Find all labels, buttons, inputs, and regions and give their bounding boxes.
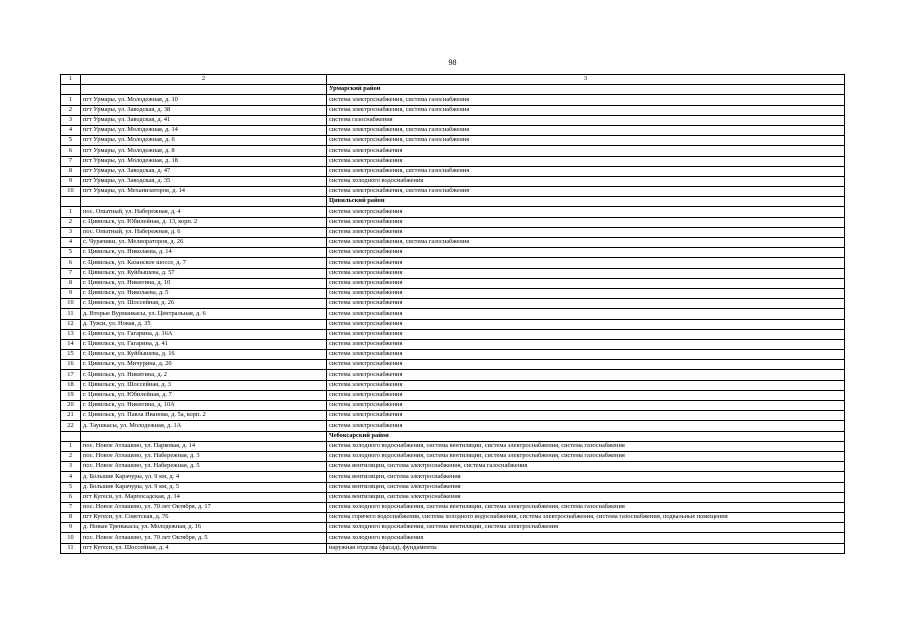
- row-number: 21: [61, 411, 81, 421]
- object-address: г. Цивильск, ул. Юбилейная, д. 13, корп. 2: [81, 217, 327, 227]
- engineering-systems: система электроснабжения: [327, 411, 845, 421]
- table-row: [61, 299, 845, 309]
- row-number: 12: [61, 319, 81, 329]
- object-address: пгт Кугеси, ул. Шоссейная, д. 4: [81, 543, 327, 553]
- row-number: 6: [61, 492, 81, 502]
- engineering-systems: система электроснабжения: [327, 207, 845, 217]
- engineering-systems: система холодного водоснабжения, система вентиляции, система электроснабжения, система газоснабжения: [327, 441, 845, 451]
- district-header-row: [61, 431, 845, 441]
- row-number: 5: [61, 136, 81, 146]
- row-number: 19: [61, 390, 81, 400]
- engineering-systems: система газоснабжения: [327, 115, 845, 125]
- table-row: [61, 125, 845, 135]
- row-number: 9: [61, 523, 81, 533]
- district-empty-cell: [61, 197, 81, 207]
- object-address: г. Цивильск, ул. Николаева, д. 5: [81, 288, 327, 298]
- object-address: пгт Урмары, ул. Молодежная, д. 10: [81, 95, 327, 105]
- table-row: [61, 533, 845, 543]
- engineering-systems: система электроснабжения, система газоснабжения: [327, 187, 845, 197]
- column-number-2: 2: [81, 75, 327, 85]
- table-row: [61, 543, 845, 553]
- table-row: [61, 309, 845, 319]
- engineering-systems: наружная отделка (фасад), фундаменты: [327, 543, 845, 553]
- engineering-systems: система горячего водоснабжения, система холодного водоснабжения, система электроснабжения, система газоснабжения, подвальные помещения: [327, 513, 845, 523]
- row-number: 8: [61, 513, 81, 523]
- object-address: пос. Новое Атлашево, ул. Парковая, д. 14: [81, 441, 327, 451]
- row-number: 9: [61, 176, 81, 186]
- row-number: 4: [61, 125, 81, 135]
- table-row: [61, 462, 845, 472]
- table-row: [61, 380, 845, 390]
- engineering-systems: система вентиляции, система электроснабжения: [327, 482, 845, 492]
- district-empty-cell: [61, 85, 81, 95]
- row-number: 4: [61, 472, 81, 482]
- table-row: [61, 258, 845, 268]
- row-number: 11: [61, 543, 81, 553]
- row-number: 18: [61, 380, 81, 390]
- district-empty-cell: [81, 197, 327, 207]
- object-address: пгт Урмары, ул. Механизаторов, д. 14: [81, 187, 327, 197]
- row-number: 3: [61, 462, 81, 472]
- table-row: [61, 187, 845, 197]
- object-address: г. Цивильск, ул. Никитина, д. 2: [81, 370, 327, 380]
- row-number: 7: [61, 268, 81, 278]
- engineering-systems: система холодного водоснабжения, система вентиляции, система электроснабжения: [327, 523, 845, 533]
- engineering-systems: система электроснабжения: [327, 421, 845, 431]
- row-number: 5: [61, 482, 81, 492]
- object-address: пос. Новое Атлашево, ул. 70 лет Октября, д. 5: [81, 533, 327, 543]
- table-row: [61, 451, 845, 461]
- row-number: 3: [61, 115, 81, 125]
- table-row: [61, 217, 845, 227]
- object-address: г. Цивильск, ул. Мичурина, д. 20: [81, 360, 327, 370]
- object-address: пгт Урмары, ул. Молодежная, д. 18: [81, 156, 327, 166]
- table-row: [61, 482, 845, 492]
- district-header-row: [61, 85, 845, 95]
- engineering-systems: система электроснабжения: [327, 309, 845, 319]
- table-row: [61, 390, 845, 400]
- row-number: 10: [61, 299, 81, 309]
- table-row: [61, 421, 845, 431]
- row-number: 11: [61, 309, 81, 319]
- table-row: [61, 401, 845, 411]
- page-number: 98: [448, 58, 457, 67]
- row-number: 1: [61, 207, 81, 217]
- engineering-systems: система электроснабжения, система газоснабжения: [327, 136, 845, 146]
- district-header-row: [61, 197, 845, 207]
- engineering-systems: система электроснабжения, система газоснабжения: [327, 125, 845, 135]
- object-address: пгт Урмары, ул. Заводская, д. 47: [81, 166, 327, 176]
- table-row: [61, 136, 845, 146]
- district-name: Урмарский район: [327, 85, 845, 95]
- district-name: Цивильский район: [327, 197, 845, 207]
- table-row: [61, 268, 845, 278]
- table-row: [61, 472, 845, 482]
- row-number: 15: [61, 350, 81, 360]
- object-address: д. Новые Тренькасы, ул. Молодежная, д. 16: [81, 523, 327, 533]
- row-number: 6: [61, 146, 81, 156]
- object-address: г. Цивильск, ул. Куйбышева, д. 16: [81, 350, 327, 360]
- engineering-systems: система вентиляции, система электроснабжения, система газоснабжения: [327, 462, 845, 472]
- object-address: пгт Урмары, ул. Молодежная, д. 6: [81, 136, 327, 146]
- row-number: 2: [61, 217, 81, 227]
- object-address: пос. Опытный, ул. Набережная, д. 4: [81, 207, 327, 217]
- object-address: д. Большие Карачуры, ул. 9 км, д. 5: [81, 482, 327, 492]
- row-number: 1: [61, 441, 81, 451]
- row-number: 14: [61, 339, 81, 349]
- object-address: г. Цивильск, ул. Николаева, д. 14: [81, 248, 327, 258]
- row-number: 8: [61, 278, 81, 288]
- engineering-systems: система электроснабжения: [327, 390, 845, 400]
- table-row: [61, 411, 845, 421]
- row-number: 17: [61, 370, 81, 380]
- object-address: г. Цивильск, ул. Шоссейная, д. 26: [81, 299, 327, 309]
- engineering-systems: система вентиляции, система электроснабжения: [327, 472, 845, 482]
- object-address: пос. Опытный, ул. Набережная, д. 6: [81, 227, 327, 237]
- object-address: пос. Новое Атлашево, ул. Набережная, д. 5: [81, 462, 327, 472]
- row-number: 22: [61, 421, 81, 431]
- object-address: д. Тувси, ул. Новая, д. 35: [81, 319, 327, 329]
- row-number: 7: [61, 502, 81, 512]
- district-name: Чебоксарский район: [327, 431, 845, 441]
- table-row: [61, 288, 845, 298]
- table-row: [61, 95, 845, 105]
- engineering-systems: система электроснабжения: [327, 360, 845, 370]
- row-number: 9: [61, 288, 81, 298]
- engineering-systems: система электроснабжения: [327, 380, 845, 390]
- row-number: 2: [61, 451, 81, 461]
- column-number-3: 3: [327, 75, 845, 85]
- engineering-systems: система холодного водоснабжения, система вентиляции, система электроснабжения, система газоснабжения: [327, 451, 845, 461]
- object-address: г. Цивильск, ул. Павла Иванова, д. 5а, корп. 2: [81, 411, 327, 421]
- object-address: пгт Урмары, ул. Молодежная, д. 14: [81, 125, 327, 135]
- column-number-1: 1: [61, 75, 81, 85]
- engineering-systems: система электроснабжения: [327, 288, 845, 298]
- table-row: [61, 238, 845, 248]
- engineering-systems: система электроснабжения: [327, 156, 845, 166]
- row-number: 3: [61, 227, 81, 237]
- district-empty-cell: [81, 431, 327, 441]
- table-row: [61, 156, 845, 166]
- column-number-row: [61, 75, 845, 85]
- row-number: 6: [61, 258, 81, 268]
- object-address: д. Большие Карачуры, ул. 9 км, д. 4: [81, 472, 327, 482]
- engineering-systems: система электроснабжения: [327, 350, 845, 360]
- object-address: с. Чурачики, ул. Мелиораторов, д. 26: [81, 238, 327, 248]
- object-address: г. Цивильск, ул. Никитина, д. 10: [81, 278, 327, 288]
- engineering-systems: система электроснабжения: [327, 339, 845, 349]
- engineering-systems: система электроснабжения: [327, 299, 845, 309]
- object-address: пгт Урмары, ул. Заводская, д. 38: [81, 105, 327, 115]
- registry-table-body: [61, 75, 845, 554]
- object-address: пгт Урмары, ул. Молодежная, д. 8: [81, 146, 327, 156]
- table-row: [61, 350, 845, 360]
- row-number: 13: [61, 329, 81, 339]
- object-address: пос. Новое Атлашево, ул. Набережная, д. 3: [81, 451, 327, 461]
- table-row: [61, 227, 845, 237]
- engineering-systems: система электроснабжения: [327, 401, 845, 411]
- object-address: г. Цивильск, ул. Гагарина, д. 41: [81, 339, 327, 349]
- table-row: [61, 166, 845, 176]
- table-row: [61, 502, 845, 512]
- engineering-systems: система электроснабжения: [327, 268, 845, 278]
- table-row: [61, 513, 845, 523]
- row-number: 5: [61, 248, 81, 258]
- table-row: [61, 319, 845, 329]
- object-address: г. Цивильск, ул. Куйбышева, д. 57: [81, 268, 327, 278]
- registry-table: [60, 74, 845, 554]
- engineering-systems: система электроснабжения: [327, 217, 845, 227]
- row-number: 10: [61, 187, 81, 197]
- object-address: д. Таушкасы, ул. Молодежная, д. 1А: [81, 421, 327, 431]
- table-row: [61, 492, 845, 502]
- object-address: г. Цивильск, ул. Гагарина, д. 16А: [81, 329, 327, 339]
- object-address: г. Цивильск, ул. Юбилейная, д. 7: [81, 390, 327, 400]
- table-row: [61, 115, 845, 125]
- row-number: 10: [61, 533, 81, 543]
- object-address: г. Цивильск, ул. Шоссейная, д. 3: [81, 380, 327, 390]
- table-row: [61, 248, 845, 258]
- engineering-systems: система электроснабжения: [327, 227, 845, 237]
- object-address: пгт Кугеси, ул. Марпосадская, д. 14: [81, 492, 327, 502]
- row-number: 2: [61, 105, 81, 115]
- object-address: пгт Кугеси, ул. Советская, д. 76: [81, 513, 327, 523]
- row-number: 4: [61, 238, 81, 248]
- table-row: [61, 360, 845, 370]
- table-row: [61, 176, 845, 186]
- row-number: 20: [61, 401, 81, 411]
- engineering-systems: система электроснабжения: [327, 370, 845, 380]
- table-row: [61, 146, 845, 156]
- engineering-systems: система электроснабжения, система газоснабжения: [327, 166, 845, 176]
- object-address: пгт Урмары, ул. Заводская, д. 41: [81, 115, 327, 125]
- engineering-systems: система электроснабжения, система газоснабжения: [327, 105, 845, 115]
- table-row: [61, 278, 845, 288]
- table-row: [61, 339, 845, 349]
- row-number: 16: [61, 360, 81, 370]
- engineering-systems: система холодного водоснабжения, система вентиляции, система электроснабжения, система газоснабжения: [327, 502, 845, 512]
- engineering-systems: система электроснабжения: [327, 146, 845, 156]
- object-address: г. Цивильск, ул. Казанское шоссе, д. 7: [81, 258, 327, 268]
- object-address: д. Вторые Вурманкасы, ул. Центральная, д. 6: [81, 309, 327, 319]
- object-address: г. Цивильск, ул. Никитина, д. 10А: [81, 401, 327, 411]
- table-row: [61, 441, 845, 451]
- row-number: 7: [61, 156, 81, 166]
- table-row: [61, 370, 845, 380]
- row-number: 8: [61, 166, 81, 176]
- district-empty-cell: [81, 85, 327, 95]
- engineering-systems: система электроснабжения: [327, 319, 845, 329]
- table-row: [61, 105, 845, 115]
- object-address: пос. Новое Атлашево, ул. 70 лет Октября, д. 17: [81, 502, 327, 512]
- object-address: пгт Урмары, ул. Заводская, д. 35: [81, 176, 327, 186]
- table-row: [61, 523, 845, 533]
- engineering-systems: система холодного водоснабжения: [327, 533, 845, 543]
- engineering-systems: система электроснабжения: [327, 258, 845, 268]
- engineering-systems: система холодного водоснабжения: [327, 176, 845, 186]
- engineering-systems: система электроснабжения: [327, 329, 845, 339]
- engineering-systems: система электроснабжения: [327, 278, 845, 288]
- row-number: 1: [61, 95, 81, 105]
- table-row: [61, 329, 845, 339]
- table-row: [61, 207, 845, 217]
- engineering-systems: система вентиляции, система электроснабжения: [327, 492, 845, 502]
- district-empty-cell: [61, 431, 81, 441]
- engineering-systems: система электроснабжения: [327, 248, 845, 258]
- engineering-systems: система электроснабжения, система газоснабжения: [327, 95, 845, 105]
- engineering-systems: система электроснабжения, система газоснабжения: [327, 238, 845, 248]
